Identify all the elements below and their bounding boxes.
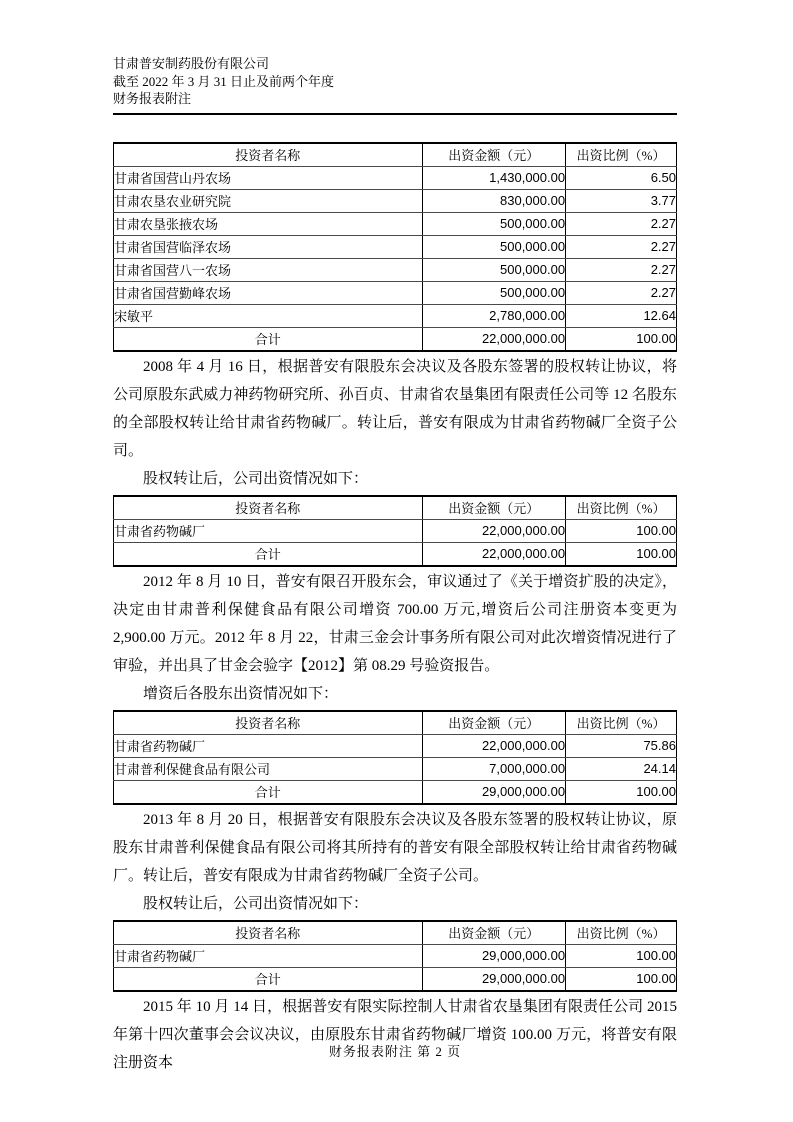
paragraph-2012: 2012 年 8 月 10 日，普安有限召开股东会，审议通过了《关于增资扩股的决定》，决定由甘肃普利保健食品有限公司增资 700.00 万元,增资后公司注册资本变更为 2,900.00 万元。2012 年 8 月 22，甘肃三金会计事务所有限公司对此次增资情况进行了审验，并出具了甘金会验字【2012】第 08.29 号验资报告。 — [113, 573, 677, 674]
total-label-cell: 合计 — [114, 327, 423, 351]
note-2012: 增资后各股东出资情况如下： — [143, 685, 339, 702]
ratio-cell: 24.14 — [566, 757, 677, 780]
table-row — [114, 258, 677, 281]
page-footer: 财务报表附注 第 2 页 — [328, 1044, 462, 1059]
table-header-row — [114, 143, 677, 167]
total-amount-cell: 29,000,000.00 — [422, 967, 566, 991]
amount-cell: 500,000.00 — [422, 281, 566, 304]
col-header-ratio: 出资比例（%） — [566, 143, 677, 167]
table-row — [114, 734, 677, 757]
ratio-cell: 2.27 — [566, 258, 677, 281]
investor-name-cell: 甘肃农垦张掖农场 — [114, 212, 423, 235]
total-amount-cell: 22,000,000.00 — [422, 542, 566, 566]
table-row — [114, 166, 677, 189]
ratio-cell: 12.64 — [566, 304, 677, 327]
investor-name-cell: 甘肃省药物碱厂 — [114, 944, 423, 967]
total-amount-cell: 22,000,000.00 — [422, 327, 566, 351]
table-row — [114, 235, 677, 258]
total-label-cell: 合计 — [114, 967, 423, 991]
amount-cell: 22,000,000.00 — [422, 734, 566, 757]
paragraph-2008: 2008 年 4 月 16 日，根据普安有限股东会决议及各股东签署的股权转让协议，将公司原股东武威力神药物研究所、孙百贞、甘肃省农垦集团有限责任公司等 12 名股东的全部股权转让给甘肃省药物碱厂。转让后，普安有限成为甘肃省药物碱厂全资子公司。 — [113, 358, 677, 459]
total-label-cell: 合计 — [114, 780, 423, 804]
table-row — [114, 281, 677, 304]
note-2008: 股权转让后，公司出资情况如下： — [143, 470, 369, 487]
amount-cell: 22,000,000.00 — [422, 519, 566, 542]
header-rule — [113, 113, 677, 115]
col-header-ratio: 出资比例（%） — [566, 496, 677, 520]
col-header-ratio: 出资比例（%） — [566, 921, 677, 945]
ratio-cell: 3.77 — [566, 189, 677, 212]
investor-name-cell: 甘肃省药物碱厂 — [114, 734, 423, 757]
amount-cell: 2,780,000.00 — [422, 304, 566, 327]
company-name: 甘肃普安制药股份有限公司 — [113, 56, 270, 71]
report-period: 截至 2022 年 3 月 31 日止及前两个年度 — [113, 73, 335, 89]
shareholders-table-2008 — [113, 495, 677, 567]
amount-cell: 1,430,000.00 — [422, 166, 566, 189]
document-title: 财务报表附注 — [113, 91, 192, 106]
col-header-amount: 出资金额（元） — [422, 921, 566, 945]
total-row — [114, 967, 677, 991]
col-header-amount: 出资金额（元） — [422, 143, 566, 167]
investor-name-cell: 甘肃普利保健食品有限公司 — [114, 757, 423, 780]
col-header-amount: 出资金额（元） — [422, 496, 566, 520]
amount-cell: 500,000.00 — [422, 258, 566, 281]
investor-name-cell: 甘肃省国营山丹农场 — [114, 166, 423, 189]
total-amount-cell: 29,000,000.00 — [422, 780, 566, 804]
table-row — [114, 189, 677, 212]
table-row — [114, 519, 677, 542]
amount-cell: 500,000.00 — [422, 235, 566, 258]
amount-cell: 29,000,000.00 — [422, 944, 566, 967]
table-header-row — [114, 711, 677, 735]
ratio-cell: 2.27 — [566, 235, 677, 258]
paragraph-2015: 2015 年 10 月 14 日，根据普安有限实际控制人甘肃省农垦集团有限责任公司 2015 年第十四次董事会会议决议，由原股东甘肃省药物碱厂增资 100.00 万元，将普安有限注册资本 — [113, 998, 677, 1071]
shareholders-table-2012 — [113, 710, 677, 805]
col-header-investor: 投资者名称 — [114, 921, 423, 945]
total-row — [114, 542, 677, 566]
table-row — [114, 212, 677, 235]
ratio-cell: 2.27 — [566, 281, 677, 304]
document-header — [113, 55, 677, 108]
investor-name-cell: 甘肃省国营八一农场 — [114, 258, 423, 281]
ratio-cell: 100.00 — [566, 944, 677, 967]
investor-name-cell: 甘肃农垦农业研究院 — [114, 189, 423, 212]
total-ratio-cell: 100.00 — [566, 967, 677, 991]
note-2013: 股权转让后，公司出资情况如下： — [143, 895, 369, 912]
shareholders-table-initial — [113, 142, 677, 352]
investor-name-cell: 甘肃省国营勤峰农场 — [114, 281, 423, 304]
col-header-ratio: 出资比例（%） — [566, 711, 677, 735]
total-row — [114, 780, 677, 804]
total-ratio-cell: 100.00 — [566, 327, 677, 351]
investor-name-cell: 甘肃省国营临泽农场 — [114, 235, 423, 258]
table-row — [114, 944, 677, 967]
amount-cell: 7,000,000.00 — [422, 757, 566, 780]
col-header-amount: 出资金额（元） — [422, 711, 566, 735]
paragraph-2013: 2013 年 8 月 20 日，根据普安有限股东会决议及各股东签署的股权转让协议，原股东甘肃普利保健食品有限公司将其所持有的普安有限全部股权转让给甘肃省药物碱厂。转让后，普安有限成为甘肃省药物碱厂全资子公司。 — [113, 811, 677, 884]
total-label-cell: 合计 — [114, 542, 423, 566]
ratio-cell: 75.86 — [566, 734, 677, 757]
investor-name-cell: 甘肃省药物碱厂 — [114, 519, 423, 542]
table-row — [114, 304, 677, 327]
ratio-cell: 100.00 — [566, 519, 677, 542]
total-ratio-cell: 100.00 — [566, 542, 677, 566]
table-header-row — [114, 496, 677, 520]
table-row — [114, 757, 677, 780]
table-header-row — [114, 921, 677, 945]
col-header-investor: 投资者名称 — [114, 143, 423, 167]
total-row — [114, 327, 677, 351]
amount-cell: 500,000.00 — [422, 212, 566, 235]
shareholders-table-2013 — [113, 920, 677, 992]
amount-cell: 830,000.00 — [422, 189, 566, 212]
ratio-cell: 6.50 — [566, 166, 677, 189]
col-header-investor: 投资者名称 — [114, 711, 423, 735]
ratio-cell: 2.27 — [566, 212, 677, 235]
total-ratio-cell: 100.00 — [566, 780, 677, 804]
col-header-investor: 投资者名称 — [114, 496, 423, 520]
investor-name-cell: 宋敏平 — [114, 304, 423, 327]
